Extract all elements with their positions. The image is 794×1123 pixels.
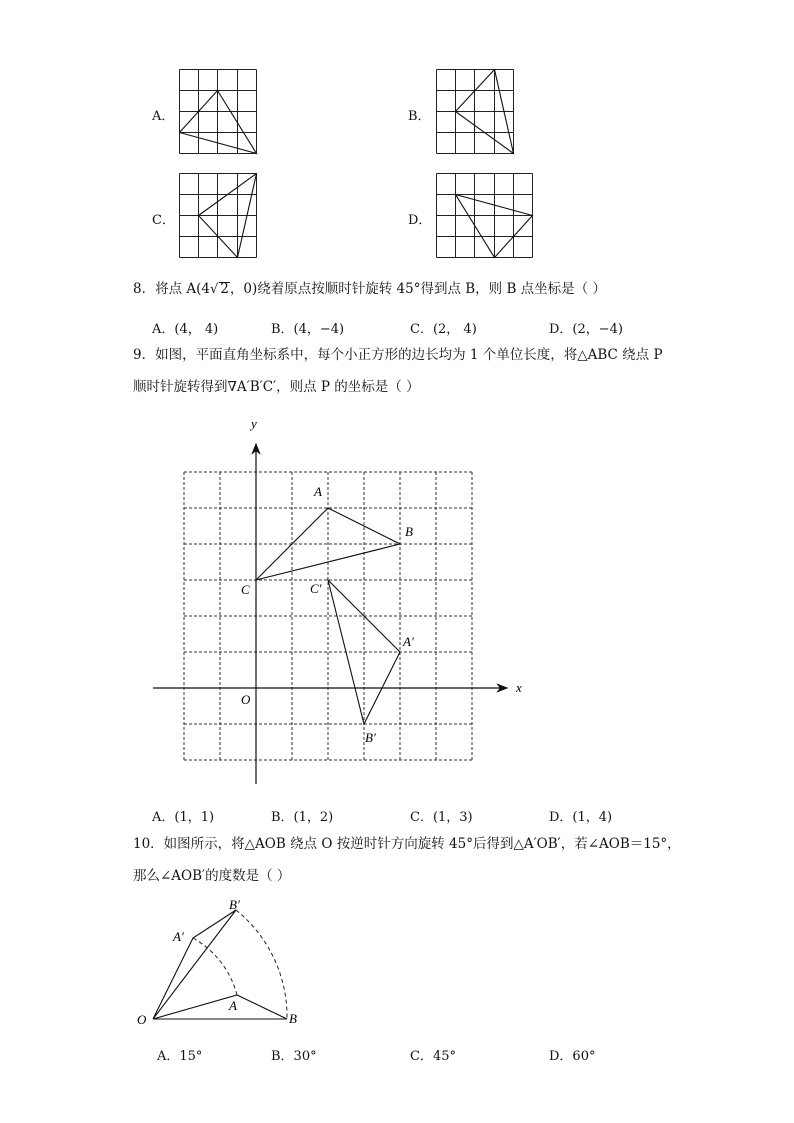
q7-option-d-figure	[436, 173, 536, 260]
q10-option-c: C．45°	[410, 1049, 456, 1064]
q10-point-a-label: A	[229, 998, 237, 1013]
q10-rotation-figure	[130, 892, 320, 1038]
q8-sqrt-arg: 2	[220, 281, 229, 297]
q10-stem-line2: 那么∠AOB′的度数是（ ）	[133, 868, 291, 884]
q10-arc-a	[193, 938, 237, 995]
q8-stem-prefix: 8．将点 A(4	[133, 281, 210, 297]
q9-option-c: C．(1，3)	[410, 810, 473, 825]
q9-point-c-label: C	[241, 582, 250, 597]
q9-x-axis-label: x	[516, 680, 522, 695]
q10-arc-b	[236, 910, 287, 1019]
q7-option-c-label: C．	[152, 213, 175, 228]
q9-option-b: B．(1，2)	[271, 810, 334, 825]
q8-option-c: C．(2， 4)	[410, 322, 477, 337]
q8-option-b: B．(4，−4)	[271, 322, 345, 337]
q9-dashed-grid	[184, 472, 472, 760]
q9-stem-line2: 顺时针旋转得到∇A′B′C′，则点 P 的坐标是（ ）	[133, 379, 420, 395]
q8-option-a: A．(4， 4)	[152, 322, 219, 337]
q9-coordinate-figure	[145, 412, 545, 787]
q7-option-b-label: B．	[408, 109, 431, 124]
q10-point-o-label: O	[137, 1012, 147, 1027]
q9-point-b1-label: B′	[365, 730, 376, 745]
q7-option-c-figure	[179, 173, 259, 260]
q9-stem-line1: 9．如图，平面直角坐标系中，每个小正方形的边长均为 1 个单位长度，将△ABC 绕点 P	[133, 347, 663, 363]
q7-option-b-figure	[436, 69, 516, 156]
q9-point-c1-label: C′	[310, 581, 322, 596]
q10-option-d: D．60°	[549, 1049, 596, 1064]
q10-point-b-label: B	[289, 1011, 297, 1026]
q7-option-d-label: D．	[408, 213, 432, 228]
q7-option-a-figure	[179, 69, 259, 156]
q9-point-b-label: B	[405, 524, 413, 539]
q10-triangle-a1ob1	[153, 910, 236, 1019]
q8-option-d: D．(2，−4)	[549, 322, 624, 337]
q10-option-b: B．30°	[271, 1049, 317, 1064]
q10-point-a1-label: A′	[173, 929, 184, 944]
q9-option-a: A．(1，1)	[152, 810, 215, 825]
q9-point-a1-label: A′	[403, 634, 414, 649]
q10-triangle-aob	[153, 995, 287, 1019]
q8-stem: 8．将点 A(4√ 2，0)绕着原点按顺时针旋转 45°得到点 B，则 B 点坐标是（ ）	[133, 281, 606, 297]
q9-point-a-label: A	[314, 484, 322, 499]
q10-stem-line1: 10．如图所示，将△AOB 绕点 O 按逆时针方向旋转 45°后得到△A′OB′，若∠AOB＝15°，	[133, 836, 681, 852]
q10-option-a: A．15°	[157, 1049, 203, 1064]
q9-option-d: D．(1，4)	[549, 810, 613, 825]
q9-y-axis-label: y	[251, 416, 257, 431]
q9-origin-label: O	[241, 692, 251, 707]
q7-option-a-label: A．	[152, 109, 175, 124]
q8-stem-suffix: ，0)绕着原点按顺时针旋转 45°得到点 B，则 B 点坐标是（ ）	[229, 281, 606, 297]
q10-point-b1-label: B′	[229, 897, 240, 912]
